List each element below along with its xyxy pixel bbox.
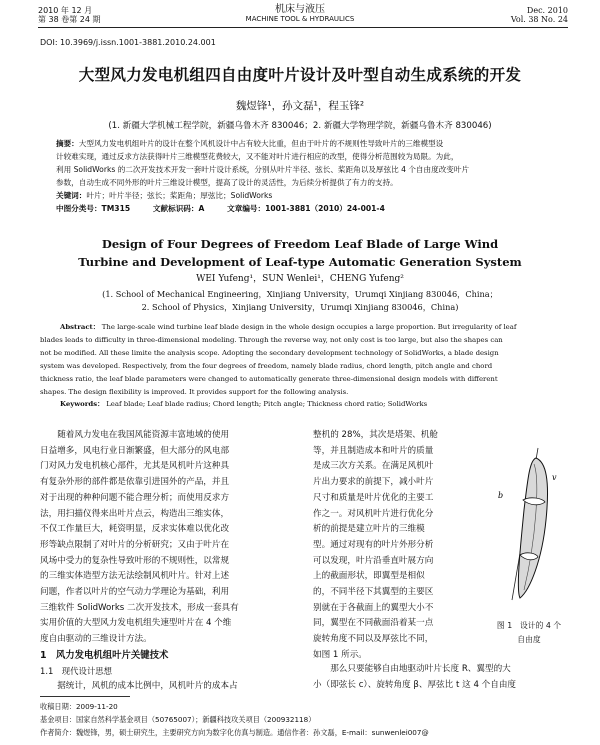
body-line: 形等缺点限制了对叶片的分析研究；又由于叶片在 bbox=[40, 539, 230, 550]
keywords-en-label: Keywords： bbox=[60, 400, 104, 409]
header-left bbox=[38, 6, 101, 24]
body-line: 随着风力发电在我国风能资源丰富地域的使用 bbox=[40, 430, 230, 440]
body-line: 不仅工作量巨大，耗资明显，反求实体难以优化改 bbox=[40, 524, 230, 535]
affiliation-en-line1: (1. School of Mechanical Engineering，Xinjiang University，Urumqi Xinjiang 830046，China； bbox=[102, 289, 498, 299]
fund-info: 基金项目：国家自然科学基金项目（50765007）；新疆科技攻关项目（200932118） bbox=[40, 715, 316, 724]
body-line: 上的截面形状，即翼型是相似 bbox=[313, 571, 425, 582]
body-line: 可以发现，叶片沿垂直叶展方向 bbox=[313, 555, 434, 566]
body-line: 对于出现的种种问题不能合理分析；而使用反求方 bbox=[40, 492, 230, 503]
subsection-heading: 1.1 现代设计思想 bbox=[40, 665, 112, 676]
body-line: 的三维实体造型方法无法绘制风机叶片。针对上述 bbox=[40, 571, 230, 582]
footnote-rule bbox=[40, 696, 130, 697]
affiliation-en bbox=[20, 288, 580, 314]
figure-1-caption bbox=[484, 619, 574, 647]
classification-line: 中图分类号：TM315 文献标识码：A 文章编号：1001-3881（2010）24-001-4 bbox=[56, 204, 385, 213]
body-line: 度自由驱动的三维设计方法。 bbox=[40, 634, 152, 645]
authors-zh: 魏煜锋¹，孙文磊¹，程玉锋² bbox=[235, 100, 365, 112]
fig-label-b: b bbox=[498, 491, 504, 500]
header-date-en: Dec. 2010 bbox=[526, 6, 568, 15]
body-line: 的，不同半径下其翼型的主要区 bbox=[313, 587, 434, 598]
header-date: 2010 年 12 月 bbox=[38, 6, 93, 15]
body-line: 风场中受力的复杂性导致叶形的不规则性，以常规 bbox=[40, 555, 230, 566]
blade-outline bbox=[518, 458, 547, 598]
abstract-en-line: The large-scale wind turbine leaf blade design in the whole design occupies a large proportion. But irregularity of leaf bbox=[101, 323, 517, 331]
body-line: 门对风力发电机核心部件，尤其是风机叶片这种具 bbox=[40, 461, 230, 472]
left-column bbox=[40, 428, 302, 695]
affiliation-zh: (1. 新疆大学机械工程学院，新疆乌鲁木齐 830046；2. 新疆大学物理学院，新疆乌鲁木齐 830046) bbox=[108, 121, 492, 131]
title-zh: 大型风力发电机组四自由度叶片设计及叶型自动生成系统的开发 bbox=[78, 66, 522, 84]
keywords-en: Leaf blade; Leaf blade radius; Chord length; Pitch angle; Thickness chord ratio; SolidWorks bbox=[106, 400, 428, 409]
header-volume-issue: 第 38 卷第 24 期 bbox=[38, 15, 101, 24]
header-volume-en: Vol. 38 No. 24 bbox=[510, 15, 568, 24]
right-column-bottom bbox=[313, 662, 573, 693]
body-line: 小（即弦长 c）、旋转角度 β、厚弦比 t 这 4 个自由度 bbox=[313, 679, 517, 690]
header-rule bbox=[38, 27, 568, 28]
body-line: 片出力要求的前提下，减小叶片 bbox=[313, 477, 434, 488]
abstract-zh-label: 摘要： bbox=[56, 139, 79, 148]
keywords-zh-label: 关键词： bbox=[56, 191, 87, 200]
received-date: 收稿日期：2009-11-20 bbox=[40, 702, 118, 711]
fig-label-v: v bbox=[552, 473, 557, 482]
body-line: 等，并且制造成本和叶片的质量 bbox=[313, 445, 434, 456]
abstract-en-line: system was developed. Respectively, from the four degrees of freedom, namely blade radius, chord length, pitch angle and chord bbox=[40, 361, 493, 370]
section-heading: 1 风力发电机组叶片关键技术 bbox=[40, 649, 169, 661]
author-bio: 作者简介：魏煜锋，男，硕士研究生，主要研究方向为数字化仿真与制造。通信作者：孙文磊，E-mail：sunwenlei007@ bbox=[40, 728, 429, 737]
middle-column bbox=[313, 428, 481, 664]
journal-title-zh: 机床与液压 bbox=[275, 4, 325, 15]
authors-en: WEI Yufeng¹，SUN Wenlei¹，CHENG Yufeng² bbox=[196, 274, 404, 284]
body-line: 那么只要能够自由地驱动叶片长度 R、翼型的大 bbox=[313, 664, 511, 674]
abstract-zh-line: 大型风力发电机组叶片的设计在整个风机设计中占有较大比重，但由于叶片的不规则性导致叶片的三维模型设 bbox=[78, 139, 444, 148]
body-line: 实用价值的大型风力发电机组失速型叶片在 4 个维 bbox=[40, 618, 232, 629]
abstract-en-line: shapes. The design flexibility is improved. It provides support for the following analysis. bbox=[40, 387, 349, 396]
body-line: 同，翼型在不同截面沿着某一点 bbox=[313, 618, 434, 629]
abstract-zh-line: 利用 SolidWorks 的二次开发技术开发一套叶片设计系统，分别从叶片半径、弦长、桨距角以及厚弦比 4 个自由度改变叶片 bbox=[56, 165, 470, 174]
doi: DOI: 10.3969/j.issn.1001-3881.2010.24.001 bbox=[40, 38, 216, 47]
affiliation-en-line2: 2. School of Physics，Xinjiang University，Urumqi Xinjiang 830046，China) bbox=[141, 302, 459, 312]
journal-title-en: MACHINE TOOL & HYDRAULICS bbox=[245, 15, 355, 23]
abstract-en-line: not be modified. All these limite the analysis scope. Adopting the secondary development technology of SolidWorks, a blade design bbox=[40, 348, 499, 357]
figure-caption-line: 图 1 设计的 4 个 bbox=[496, 621, 562, 630]
body-line: 型。通过对现有的叶片外形分析 bbox=[313, 539, 434, 550]
abstract-zh bbox=[56, 137, 556, 215]
body-line: 整机的 28%，其次是塔架、机舱 bbox=[313, 430, 438, 440]
header-center bbox=[200, 4, 400, 24]
body-line: 作之一。对风机叶片进行优化分 bbox=[313, 508, 434, 519]
title-en bbox=[20, 235, 580, 271]
header-right bbox=[511, 6, 568, 24]
body-line: 是成三次方关系。在满足风机叶 bbox=[313, 461, 434, 472]
title-en-line1: Design of Four Degrees of Freedom Leaf Blade of Large Wind bbox=[101, 237, 499, 251]
body-line: 三维软件 SolidWorks 二次开发技术，形成一套具有 bbox=[40, 602, 239, 613]
abstract-en-line: thickness ratio, the leaf blade parameters were changed to automatically generate three-dimensional design models with different bbox=[40, 374, 498, 383]
body-line: 法，用扫描仪得来出叶片点云，构造出三维实体， bbox=[40, 508, 230, 519]
body-line: 旋转角度不同以及厚弦比不同， bbox=[313, 634, 434, 645]
body-line: 有复杂外形的部件都是依靠引进国外的产品，并且 bbox=[40, 477, 230, 488]
body-line: 如图 1 所示。 bbox=[313, 649, 367, 660]
figure-caption-line: 自由度 bbox=[517, 635, 541, 644]
body-line: 问题，作者以叶片的空气动力学理论为基础，利用 bbox=[40, 587, 230, 598]
abstract-en bbox=[40, 321, 565, 411]
abstract-zh-line: 计较难实现，通过反求方法获得叶片三维模型花费较大，又不能对叶片进行相应的改型，使得分析范围较为局限。为此， bbox=[56, 152, 459, 161]
body-line: 尺寸和质量是叶片优化的主要工 bbox=[313, 492, 434, 503]
body-line: 日益增多，风电行业日渐繁盛，但大部分的风电部 bbox=[40, 445, 230, 456]
figure-1-blade-diagram bbox=[490, 440, 570, 610]
abstract-zh-line: 参数，自动生成不同外形的叶片三维设计模型，提高了设计的灵活性，为后续分析提供了有力的支持。 bbox=[56, 178, 398, 187]
abstract-en-label: Abstract： bbox=[60, 323, 100, 331]
keywords-zh: 叶片；叶片半径；弦长；桨距角；厚弦比；SolidWorks bbox=[86, 191, 273, 200]
abstract-en-line: blades leads to difficulty in three-dimensional modeling. Through the reverse way, not only cost is too large, but also the shapes can bbox=[40, 335, 503, 344]
body-line: 别就在于各截面上的翼型大小不 bbox=[313, 602, 434, 613]
title-en-line2: Turbine and Development of Leaf-type Automatic Generation System bbox=[78, 255, 522, 269]
footnote bbox=[40, 700, 570, 739]
body-line: 据统计，风机的成本比例中，风机叶片的成本占 bbox=[40, 681, 238, 692]
body-line: 析的前提是建立叶片的三维模 bbox=[313, 524, 425, 535]
